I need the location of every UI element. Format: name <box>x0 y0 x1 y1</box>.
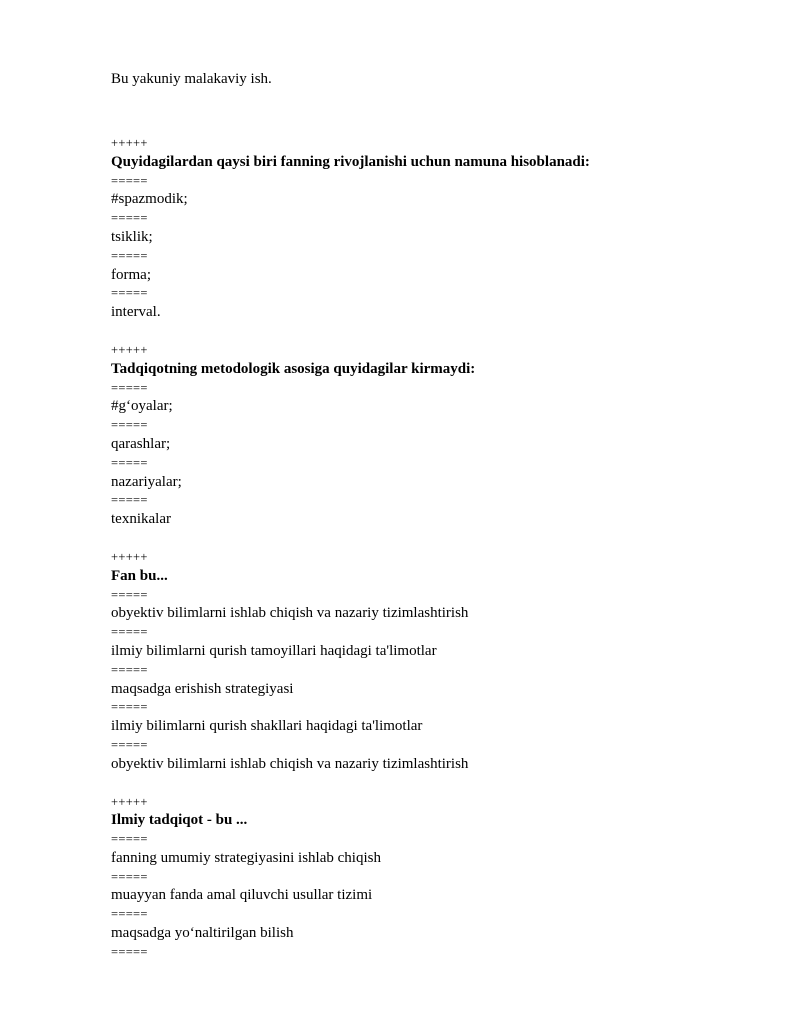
answer-marker: ===== <box>111 418 148 433</box>
block-gap <box>111 322 751 341</box>
answer-marker: ===== <box>111 286 148 301</box>
answer-marker: ===== <box>111 662 148 677</box>
answer-marker: ===== <box>111 869 148 884</box>
intro-text: Bu yakuniy malakaviy ish. <box>111 71 272 87</box>
answer-marker: ===== <box>111 173 148 188</box>
answer-marker: ===== <box>111 455 148 470</box>
answer-text: #spazmodik; <box>111 191 188 208</box>
answer-text: ilmiy bilimlarni qurish shakllari haqidagi ta'limotlar <box>111 718 423 735</box>
question-block <box>111 793 751 962</box>
answer-text: interval. <box>111 304 161 321</box>
answer-text: forma; <box>111 266 151 283</box>
answer-text: muayyan fanda amal qiluvchi usullar tizimi <box>111 887 373 904</box>
question-text: Ilmiy tadqiqot - bu ... <box>111 812 248 829</box>
question-text: Quyidagilardan qaysi biri fanning rivojlanishi uchun namuna hisoblanadi: <box>111 153 590 170</box>
question-text: Tadqiqotning metodologik asosiga quyidagilar kirmaydi: <box>111 360 476 377</box>
answer-text: maqsadga yo‘naltirilgan bilish <box>111 925 294 942</box>
question-block <box>111 341 751 529</box>
block-gap <box>111 774 751 793</box>
question-marker: +++++ <box>111 342 148 357</box>
answer-text: nazariyalar; <box>111 473 182 490</box>
answer-marker: ===== <box>111 493 148 508</box>
answer-marker: ===== <box>111 700 148 715</box>
answer-marker: ===== <box>111 907 148 922</box>
question-marker: +++++ <box>111 549 148 564</box>
answer-text: obyektiv bilimlarni ishlab chiqish va nazariy tizimlashtirish <box>111 605 469 622</box>
question-marker: +++++ <box>111 794 148 809</box>
answer-text: texnikalar <box>111 511 171 528</box>
answer-marker: ===== <box>111 380 148 395</box>
answer-text: qarashlar; <box>111 435 171 452</box>
answer-text: #g‘oyalar; <box>111 398 173 415</box>
answer-text: maqsadga erishish strategiyasi <box>111 680 294 697</box>
answer-text: obyektiv bilimlarni ishlab chiqish va nazariy tizimlashtirish <box>111 755 469 772</box>
answer-text: tsiklik; <box>111 228 153 245</box>
answer-marker: ===== <box>111 944 148 959</box>
answer-marker: ===== <box>111 248 148 263</box>
answer-marker: ===== <box>111 625 148 640</box>
intro-spacer <box>111 89 751 134</box>
answer-marker: ===== <box>111 587 148 602</box>
question-block <box>111 134 751 322</box>
answer-text: ilmiy bilimlarni qurish tamoyillari haqidagi ta'limotlar <box>111 642 437 659</box>
answer-text: fanning umumiy strategiyasini ishlab chiqish <box>111 849 381 866</box>
document-page <box>111 70 751 962</box>
question-block <box>111 548 751 774</box>
question-text: Fan bu... <box>111 567 168 584</box>
answer-marker: ===== <box>111 211 148 226</box>
answer-marker: ===== <box>111 832 148 847</box>
question-marker: +++++ <box>111 136 148 150</box>
block-gap <box>111 529 751 548</box>
answer-marker: ===== <box>111 737 148 752</box>
